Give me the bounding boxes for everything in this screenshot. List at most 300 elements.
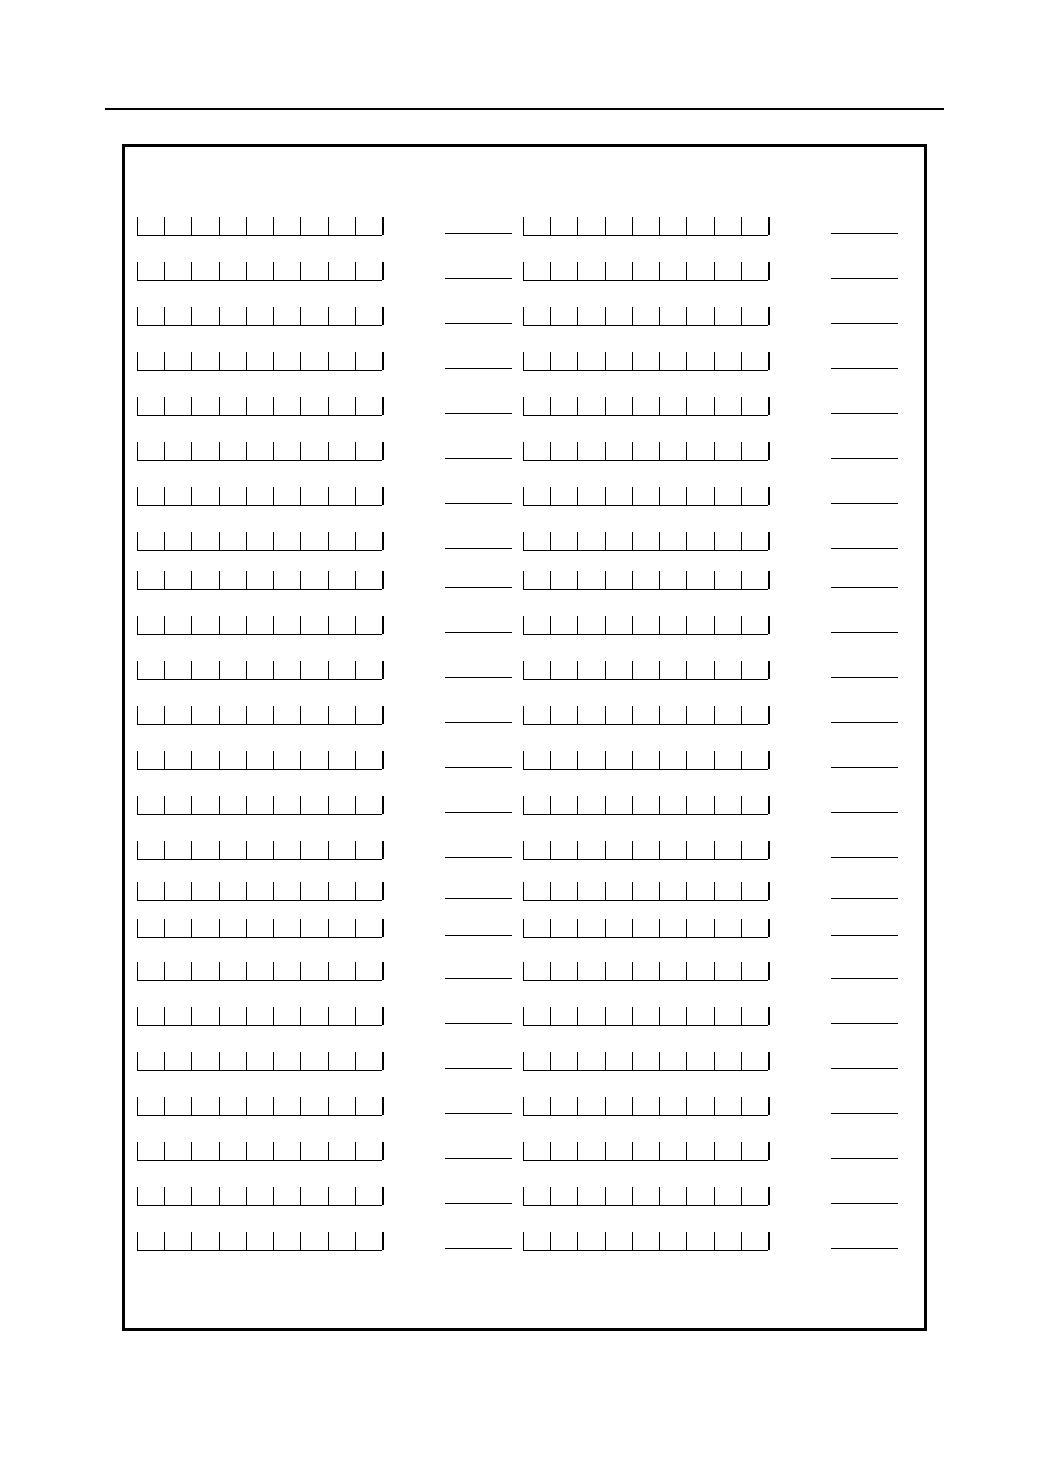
cell-divider — [768, 1052, 770, 1070]
cell-divider — [659, 307, 660, 325]
answer-row — [125, 397, 924, 417]
cell-divider — [523, 1187, 524, 1205]
cell-divider — [632, 1142, 633, 1160]
digit-entry-box[interactable] — [523, 571, 768, 590]
cell-divider — [659, 919, 660, 937]
cell-divider — [714, 1142, 715, 1160]
digit-entry-box[interactable] — [523, 217, 768, 236]
cell-divider — [768, 919, 770, 937]
cell-divider — [605, 307, 606, 325]
cell-divider — [632, 919, 633, 937]
answer-row — [125, 262, 924, 282]
answer-row — [125, 1007, 924, 1027]
cell-divider — [605, 532, 606, 550]
answer-row — [125, 487, 924, 507]
cell-divider — [550, 919, 551, 937]
cell-divider — [605, 796, 606, 814]
cell-divider — [550, 751, 551, 769]
cell-divider — [741, 796, 742, 814]
cell-divider — [768, 1232, 770, 1250]
cell-divider — [523, 262, 524, 280]
cell-divider — [741, 532, 742, 550]
header-rule — [105, 108, 944, 110]
cell-divider — [659, 397, 660, 415]
cell-divider — [741, 397, 742, 415]
cell-divider — [550, 1187, 551, 1205]
cell-divider — [632, 616, 633, 634]
cell-divider — [768, 1007, 770, 1025]
cell-divider — [714, 397, 715, 415]
cell-divider — [605, 571, 606, 589]
cell-divider — [659, 1187, 660, 1205]
cell-divider — [714, 706, 715, 724]
cell-divider — [686, 962, 687, 980]
cell-divider — [605, 442, 606, 460]
cell-divider — [577, 1052, 578, 1070]
cell-divider — [686, 1097, 687, 1115]
cell-divider — [523, 841, 524, 859]
cell-divider — [686, 352, 687, 370]
cell-divider — [577, 397, 578, 415]
cell-divider — [659, 706, 660, 724]
cell-divider — [768, 487, 770, 505]
cell-divider — [714, 1232, 715, 1250]
cell-divider — [659, 217, 660, 235]
cell-divider — [632, 882, 633, 900]
cell-divider — [686, 1232, 687, 1250]
answer-row — [125, 532, 924, 552]
cell-divider — [632, 352, 633, 370]
cell-divider — [523, 1142, 524, 1160]
digit-entry-box[interactable] — [523, 262, 768, 281]
cell-divider — [659, 616, 660, 634]
cell-divider — [523, 1007, 524, 1025]
cell-divider — [741, 1187, 742, 1205]
digit-entry-box[interactable] — [523, 919, 768, 938]
answer-blank-line[interactable] — [831, 323, 898, 324]
cell-divider — [550, 1142, 551, 1160]
cell-divider — [714, 262, 715, 280]
cell-divider — [714, 1052, 715, 1070]
cell-divider — [632, 487, 633, 505]
cell-divider — [714, 217, 715, 235]
digit-entry-box[interactable] — [523, 661, 768, 680]
cell-divider — [550, 962, 551, 980]
answer-row — [125, 217, 924, 237]
answer-row — [125, 841, 924, 861]
answer-blank-line[interactable] — [831, 587, 898, 588]
cell-divider — [550, 217, 551, 235]
cell-divider — [768, 352, 770, 370]
cell-divider — [741, 307, 742, 325]
cell-divider — [741, 706, 742, 724]
digit-entry-box[interactable] — [523, 796, 768, 815]
answer-blank-line[interactable] — [831, 767, 898, 768]
cell-divider — [577, 352, 578, 370]
cell-divider — [768, 307, 770, 325]
cell-divider — [659, 796, 660, 814]
cell-divider — [768, 616, 770, 634]
cell-divider — [632, 571, 633, 589]
digit-entry-box[interactable] — [523, 1052, 768, 1071]
cell-divider — [577, 616, 578, 634]
cell-divider — [741, 1007, 742, 1025]
cell-divider — [768, 532, 770, 550]
answer-row — [125, 751, 924, 771]
cell-divider — [523, 919, 524, 937]
cell-divider — [523, 616, 524, 634]
cell-divider — [632, 217, 633, 235]
cell-divider — [550, 352, 551, 370]
cell-divider — [523, 397, 524, 415]
answer-row — [125, 307, 924, 327]
cell-divider — [550, 616, 551, 634]
cell-divider — [741, 919, 742, 937]
cell-divider — [686, 1052, 687, 1070]
cell-divider — [523, 307, 524, 325]
digit-entry-box[interactable] — [523, 487, 768, 506]
cell-divider — [632, 442, 633, 460]
cell-divider — [577, 962, 578, 980]
cell-divider — [768, 571, 770, 589]
cell-divider — [768, 882, 770, 900]
answer-row — [125, 1187, 924, 1207]
digit-entry-box[interactable] — [523, 841, 768, 860]
cell-divider — [659, 751, 660, 769]
answer-row — [125, 1142, 924, 1162]
cell-divider — [523, 882, 524, 900]
answer-blank-line[interactable] — [831, 632, 898, 633]
cell-divider — [632, 1007, 633, 1025]
digit-entry-box[interactable] — [523, 1007, 768, 1026]
digit-entry-box[interactable] — [523, 706, 768, 725]
cell-divider — [523, 571, 524, 589]
answer-blank-line[interactable] — [831, 1203, 898, 1204]
cell-divider — [714, 751, 715, 769]
cell-divider — [605, 1007, 606, 1025]
digit-entry-box[interactable] — [523, 1097, 768, 1116]
cell-divider — [659, 1097, 660, 1115]
cell-divider — [523, 796, 524, 814]
cell-divider — [714, 1007, 715, 1025]
answer-row — [125, 616, 924, 636]
cell-divider — [550, 796, 551, 814]
cell-divider — [550, 1097, 551, 1115]
cell-divider — [741, 962, 742, 980]
answer-blank-line[interactable] — [831, 458, 898, 459]
cell-divider — [659, 661, 660, 679]
cell-divider — [686, 1142, 687, 1160]
cell-divider — [605, 1052, 606, 1070]
cell-divider — [714, 796, 715, 814]
answer-blank-line[interactable] — [831, 1248, 898, 1249]
cell-divider — [714, 919, 715, 937]
cell-divider — [659, 262, 660, 280]
cell-divider — [577, 217, 578, 235]
cell-divider — [659, 571, 660, 589]
cell-divider — [550, 1232, 551, 1250]
cell-divider — [714, 487, 715, 505]
cell-divider — [632, 307, 633, 325]
cell-divider — [686, 706, 687, 724]
cell-divider — [686, 841, 687, 859]
answer-blank-line[interactable] — [831, 857, 898, 858]
cell-divider — [605, 1187, 606, 1205]
cell-divider — [768, 1187, 770, 1205]
cell-divider — [714, 661, 715, 679]
cell-divider — [523, 487, 524, 505]
cell-divider — [768, 706, 770, 724]
answer-row — [125, 1097, 924, 1117]
cell-divider — [523, 1097, 524, 1115]
cell-divider — [605, 397, 606, 415]
cell-divider — [550, 841, 551, 859]
cell-divider — [632, 841, 633, 859]
cell-divider — [605, 217, 606, 235]
answer-blank-line[interactable] — [831, 413, 898, 414]
cell-divider — [577, 307, 578, 325]
cell-divider — [659, 532, 660, 550]
answer-row — [125, 571, 924, 591]
cell-divider — [632, 262, 633, 280]
cell-divider — [605, 1097, 606, 1115]
answer-blank-line[interactable] — [831, 233, 898, 234]
answer-grid-frame — [122, 144, 927, 1331]
cell-divider — [523, 352, 524, 370]
cell-divider — [686, 487, 687, 505]
answer-blank-line[interactable] — [831, 548, 898, 549]
cell-divider — [550, 397, 551, 415]
cell-divider — [714, 962, 715, 980]
cell-divider — [686, 661, 687, 679]
cell-divider — [741, 616, 742, 634]
cell-divider — [605, 882, 606, 900]
cell-divider — [632, 1052, 633, 1070]
cell-divider — [714, 882, 715, 900]
cell-divider — [741, 1142, 742, 1160]
cell-divider — [632, 661, 633, 679]
cell-divider — [550, 307, 551, 325]
answer-row — [125, 352, 924, 372]
cell-divider — [714, 307, 715, 325]
cell-divider — [577, 796, 578, 814]
cell-divider — [632, 751, 633, 769]
cell-divider — [686, 751, 687, 769]
digit-entry-box[interactable] — [523, 442, 768, 461]
digit-entry-box[interactable] — [523, 882, 768, 901]
cell-divider — [550, 532, 551, 550]
cell-divider — [714, 1097, 715, 1115]
digit-entry-box[interactable] — [523, 1187, 768, 1206]
cell-divider — [768, 1142, 770, 1160]
cell-divider — [523, 751, 524, 769]
cell-divider — [577, 1007, 578, 1025]
cell-divider — [577, 751, 578, 769]
cell-divider — [550, 1052, 551, 1070]
cell-divider — [741, 487, 742, 505]
cell-divider — [550, 1007, 551, 1025]
cell-divider — [768, 661, 770, 679]
cell-divider — [686, 262, 687, 280]
cell-divider — [768, 1097, 770, 1115]
digit-entry-box[interactable] — [523, 751, 768, 770]
cell-divider — [659, 882, 660, 900]
cell-divider — [768, 397, 770, 415]
answer-blank-line[interactable] — [831, 278, 898, 279]
cell-divider — [714, 616, 715, 634]
answer-row — [125, 706, 924, 726]
cell-divider — [605, 1232, 606, 1250]
cell-divider — [550, 661, 551, 679]
cell-divider — [577, 1232, 578, 1250]
cell-divider — [577, 919, 578, 937]
cell-divider — [550, 442, 551, 460]
cell-divider — [686, 919, 687, 937]
cell-divider — [686, 442, 687, 460]
cell-divider — [605, 1142, 606, 1160]
cell-divider — [605, 841, 606, 859]
cell-divider — [605, 751, 606, 769]
answer-blank-line[interactable] — [831, 935, 898, 936]
answer-blank-line[interactable] — [831, 1113, 898, 1114]
digit-entry-box[interactable] — [523, 616, 768, 635]
cell-divider — [659, 1232, 660, 1250]
cell-divider — [632, 796, 633, 814]
cell-divider — [659, 1142, 660, 1160]
cell-divider — [686, 882, 687, 900]
answer-blank-line[interactable] — [831, 812, 898, 813]
cell-divider — [632, 962, 633, 980]
cell-divider — [686, 571, 687, 589]
cell-divider — [714, 1187, 715, 1205]
cell-divider — [577, 1187, 578, 1205]
answer-row — [125, 442, 924, 462]
digit-entry-box[interactable] — [523, 1232, 768, 1251]
cell-divider — [686, 307, 687, 325]
cell-divider — [577, 532, 578, 550]
cell-divider — [605, 706, 606, 724]
cell-divider — [741, 661, 742, 679]
answer-row — [125, 962, 924, 982]
cell-divider — [741, 841, 742, 859]
cell-divider — [741, 571, 742, 589]
cell-divider — [741, 1232, 742, 1250]
cell-divider — [686, 217, 687, 235]
cell-divider — [659, 352, 660, 370]
digit-entry-box[interactable] — [523, 532, 768, 551]
cell-divider — [550, 571, 551, 589]
cell-divider — [632, 1187, 633, 1205]
cell-divider — [577, 571, 578, 589]
cell-divider — [523, 532, 524, 550]
cell-divider — [550, 706, 551, 724]
cell-divider — [659, 1052, 660, 1070]
cell-divider — [659, 841, 660, 859]
cell-divider — [659, 487, 660, 505]
answer-blank-line[interactable] — [831, 1023, 898, 1024]
cell-divider — [659, 442, 660, 460]
cell-divider — [686, 397, 687, 415]
digit-entry-box[interactable] — [523, 397, 768, 416]
cell-divider — [768, 796, 770, 814]
digit-entry-box[interactable] — [523, 352, 768, 371]
cell-divider — [768, 962, 770, 980]
cell-divider — [686, 796, 687, 814]
cell-divider — [741, 1097, 742, 1115]
answer-row — [125, 1052, 924, 1072]
cell-divider — [741, 217, 742, 235]
answer-blank-line[interactable] — [831, 503, 898, 504]
cell-divider — [605, 487, 606, 505]
cell-divider — [741, 262, 742, 280]
answer-row — [125, 1232, 924, 1252]
cell-divider — [741, 882, 742, 900]
cell-divider — [523, 1052, 524, 1070]
answer-blank-line[interactable] — [831, 722, 898, 723]
answer-blank-line[interactable] — [831, 978, 898, 979]
cell-divider — [632, 397, 633, 415]
answer-row — [125, 661, 924, 681]
cell-divider — [605, 919, 606, 937]
cell-divider — [686, 1187, 687, 1205]
cell-divider — [632, 532, 633, 550]
cell-divider — [741, 751, 742, 769]
cell-divider — [605, 616, 606, 634]
cell-divider — [741, 442, 742, 460]
cell-divider — [632, 1232, 633, 1250]
cell-divider — [523, 962, 524, 980]
cell-divider — [605, 962, 606, 980]
cell-divider — [714, 532, 715, 550]
cell-divider — [632, 706, 633, 724]
cell-divider — [523, 706, 524, 724]
answer-blank-line[interactable] — [831, 1158, 898, 1159]
answer-blank-line[interactable] — [831, 677, 898, 678]
answer-row — [125, 882, 924, 902]
cell-divider — [605, 661, 606, 679]
cell-divider — [577, 841, 578, 859]
cell-divider — [686, 616, 687, 634]
cell-divider — [577, 882, 578, 900]
cell-divider — [741, 352, 742, 370]
cell-divider — [577, 1142, 578, 1160]
cell-divider — [768, 217, 770, 235]
digit-entry-box[interactable] — [523, 1142, 768, 1161]
answer-blank-line[interactable] — [831, 1068, 898, 1069]
answer-blank-line[interactable] — [831, 898, 898, 899]
cell-divider — [659, 1007, 660, 1025]
cell-divider — [523, 442, 524, 460]
cell-divider — [714, 352, 715, 370]
cell-divider — [714, 571, 715, 589]
cell-divider — [768, 751, 770, 769]
cell-divider — [632, 1097, 633, 1115]
digit-entry-box[interactable] — [523, 307, 768, 326]
cell-divider — [714, 442, 715, 460]
answer-row — [125, 919, 924, 939]
digit-entry-box[interactable] — [523, 962, 768, 981]
cell-divider — [523, 217, 524, 235]
cell-divider — [768, 841, 770, 859]
cell-divider — [686, 1007, 687, 1025]
cell-divider — [605, 352, 606, 370]
cell-divider — [768, 262, 770, 280]
cell-divider — [523, 661, 524, 679]
answer-blank-line[interactable] — [831, 368, 898, 369]
cell-divider — [550, 882, 551, 900]
cell-divider — [550, 487, 551, 505]
cell-divider — [659, 962, 660, 980]
